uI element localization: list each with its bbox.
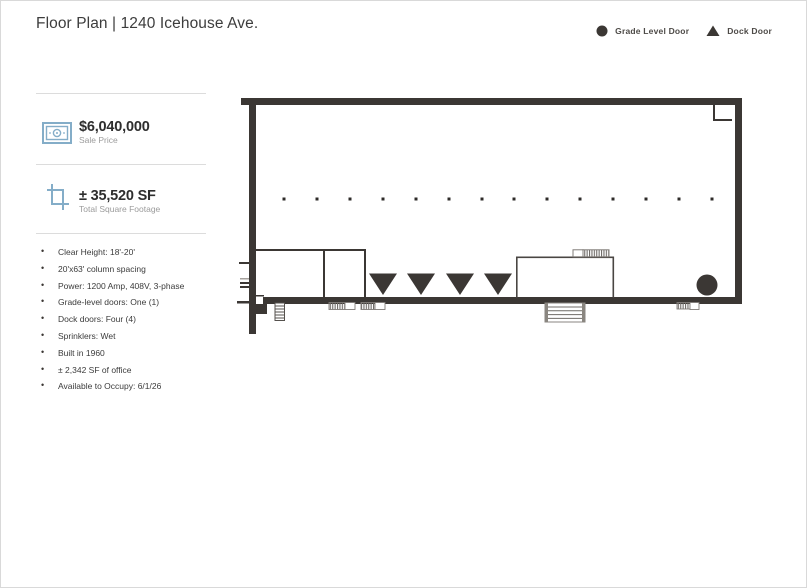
feature-item bbox=[36, 365, 216, 375]
bullet-icon: • bbox=[41, 246, 45, 256]
divider bbox=[36, 233, 206, 234]
grade-level-door-marker bbox=[697, 275, 718, 296]
crop-icon bbox=[43, 182, 71, 212]
stoop bbox=[329, 303, 355, 310]
wall-stub bbox=[256, 295, 264, 297]
feature-text: Built in 1960 bbox=[58, 347, 105, 358]
office-rooms bbox=[256, 249, 366, 297]
feature-text: 20'x63' column spacing bbox=[58, 263, 146, 274]
feature-item bbox=[36, 348, 216, 358]
bullet-icon: • bbox=[41, 363, 45, 374]
legend-label: Dock Door bbox=[727, 26, 772, 36]
square-footage-label: Total Square Footage bbox=[79, 204, 161, 214]
feature-text: Dock doors: Four (4) bbox=[58, 314, 136, 325]
page-title: Floor Plan | 1240 Icehouse Ave. bbox=[36, 15, 259, 32]
bullet-icon: • bbox=[41, 279, 45, 290]
stoop bbox=[677, 303, 699, 310]
wall-right bbox=[735, 98, 742, 304]
grade-level-door-icon bbox=[596, 25, 608, 37]
stairs-bottom-center bbox=[545, 303, 585, 322]
feature-text: Available to Occupy: 6/1/26 bbox=[58, 381, 162, 392]
dock-door-icon bbox=[706, 25, 720, 37]
feature-text: Power: 1200 Amp, 408V, 3-phase bbox=[58, 280, 185, 291]
bullet-icon: • bbox=[41, 262, 45, 273]
feature-item bbox=[36, 331, 216, 341]
feature-item bbox=[36, 264, 216, 274]
legend-item-dock-door bbox=[706, 25, 772, 37]
wall-corner-block bbox=[255, 304, 267, 314]
feature-text: Clear Height: 18'-20' bbox=[58, 247, 135, 257]
bullet-icon: • bbox=[41, 380, 45, 391]
exterior-walls bbox=[241, 98, 742, 334]
feature-item bbox=[36, 247, 216, 257]
sale-price-value: $6,040,000 bbox=[79, 119, 150, 135]
feature-text: ± 2,342 SF of office bbox=[58, 364, 132, 375]
feature-item bbox=[36, 281, 216, 291]
bullet-icon: • bbox=[41, 346, 45, 357]
divider bbox=[36, 164, 206, 165]
center-room bbox=[516, 257, 614, 298]
wall-left bbox=[249, 98, 256, 334]
feature-item bbox=[36, 314, 216, 324]
column-dots bbox=[283, 198, 714, 201]
bullet-icon: • bbox=[41, 329, 45, 340]
dock-door-marker bbox=[446, 274, 474, 296]
floor-plan-drawing bbox=[237, 91, 749, 341]
utility-ticks bbox=[237, 262, 249, 304]
divider bbox=[36, 93, 206, 94]
stairs-top-of-room bbox=[573, 250, 609, 257]
sale-price-label: Sale Price bbox=[79, 135, 118, 145]
legend-item-grade-level-door bbox=[596, 25, 689, 37]
legend-label: Grade Level Door bbox=[615, 26, 690, 36]
legend bbox=[596, 25, 772, 37]
feature-item bbox=[36, 297, 216, 307]
dock-door-marker bbox=[484, 274, 512, 296]
dock-door-marker bbox=[369, 274, 397, 296]
bullet-icon: • bbox=[41, 313, 45, 324]
dock-door-markers bbox=[369, 274, 512, 296]
stoop bbox=[361, 303, 385, 310]
ladder bbox=[275, 303, 285, 321]
wall-top bbox=[241, 98, 742, 105]
top-right-room bbox=[713, 105, 732, 121]
feature-text: Sprinklers: Wet bbox=[58, 330, 116, 341]
money-icon bbox=[42, 122, 72, 144]
square-footage-value: ± 35,520 SF bbox=[79, 188, 156, 204]
bullet-icon: • bbox=[41, 296, 45, 307]
feature-text: Grade-level doors: One (1) bbox=[58, 297, 160, 308]
dock-door-marker bbox=[407, 274, 435, 296]
feature-list bbox=[36, 247, 216, 398]
feature-item bbox=[36, 381, 216, 391]
